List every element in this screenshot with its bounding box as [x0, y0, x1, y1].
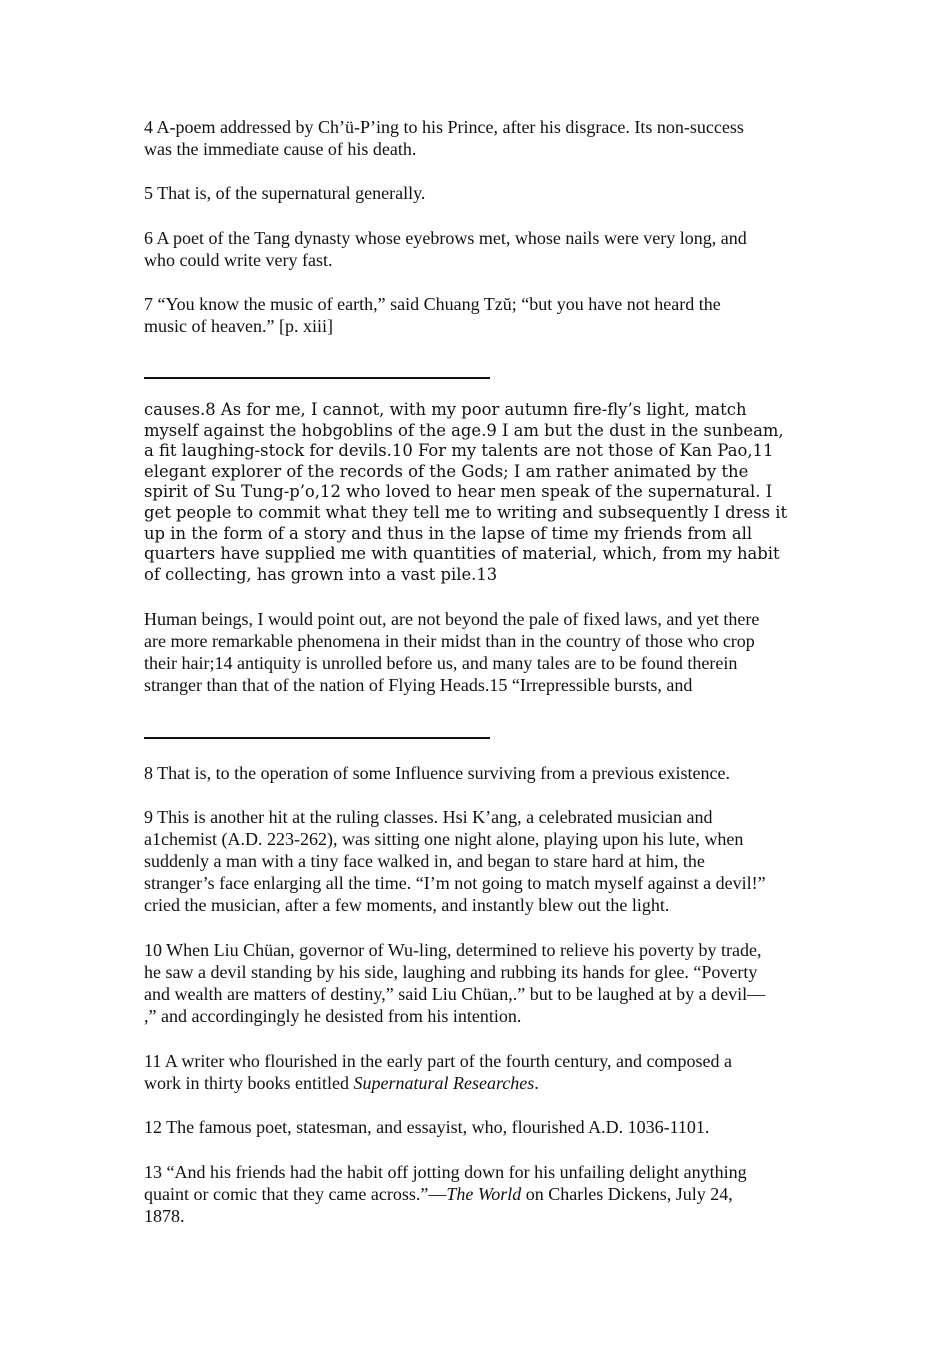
second-line-3: their hair;14 antiquity is unrolled before us, and many tales are to be found therein — [144, 653, 738, 673]
footnote-11 — [144, 1050, 824, 1094]
footnote-13-line-2: quaint or comic that they came across.”— — [144, 1184, 447, 1204]
main-line-5: spirit of Su Tung-p’o,12 who loved to hear men speak of the supernatural. I — [144, 482, 773, 502]
second-line-1: Human beings, I would point out, are not beyond the pale of fixed laws, and yet there — [144, 609, 760, 629]
footnote-4-line-1: 4 A-poem addressed by Ch’ü-P’ing to his Prince, after his disgrace. Its non-success — [144, 117, 744, 137]
footnote-13 — [144, 1161, 824, 1227]
footnote-9 — [144, 806, 824, 916]
footnote-13-source: The World — [446, 1184, 522, 1204]
footnote-separator-bottom — [144, 737, 490, 739]
footnote-9-line-4: stranger’s face enlarging all the time. “I’m not going to match myself against a devil!” — [144, 873, 766, 893]
footnote-11-line-1: 11 A writer who flourished in the early part of the fourth century, and composed a — [144, 1051, 732, 1071]
footnote-9-line-1: 9 This is another hit at the ruling classes. Hsi K’ang, a celebrated musician and — [144, 807, 713, 827]
main-line-9: of collecting, has grown into a vast pile.13 — [144, 564, 498, 584]
footnote-10-line-4: ,” and accordingingly he desisted from his intention. — [144, 1006, 522, 1026]
main-line-7: up in the form of a story and thus in the lapse of time my friends from all — [144, 523, 753, 543]
main-line-4: elegant explorer of the records of the Gods; I am rather animated by the — [144, 461, 749, 481]
main-paragraph — [144, 400, 834, 585]
second-line-4: stranger than that of the nation of Flying Heads.15 “Irrepressible bursts, and — [144, 675, 693, 695]
footnote-8-line-1: 8 That is, to the operation of some Influence surviving from a previous existence. — [144, 763, 731, 783]
footnote-6-line-1: 6 A poet of the Tang dynasty whose eyebrows met, whose nails were very long, and — [144, 228, 747, 248]
footnote-10 — [144, 939, 824, 1027]
footnote-4 — [144, 116, 824, 160]
footnote-separator-top — [144, 377, 490, 379]
footnote-11-line-2: work in thirty books entitled — [144, 1073, 354, 1093]
footnote-6 — [144, 227, 824, 271]
footnote-4-line-2: was the immediate cause of his death. — [144, 139, 417, 159]
main-line-2: myself against the hobgoblins of the age.9 I am but the dust in the sunbeam, — [144, 420, 784, 440]
footnote-13-line-1: 13 “And his friends had the habit off jotting down for his unfailing delight anything — [144, 1162, 747, 1182]
second-paragraph — [144, 608, 834, 696]
footnote-5 — [144, 182, 824, 204]
footnote-7-line-2: music of heaven.” [p. xiii] — [144, 316, 333, 336]
footnote-8 — [144, 762, 824, 784]
main-line-6: get people to commit what they tell me to writing and subsequently I dress it — [144, 502, 788, 522]
footnote-7-line-1: 7 “You know the music of earth,” said Chuang Tzŭ; “but you have not heard the — [144, 294, 721, 314]
main-line-8: quarters have supplied me with quantities of material, which, from my habit — [144, 544, 780, 564]
footnote-11-title: Supernatural Researches — [353, 1073, 535, 1093]
footnote-13-line-3: 1878. — [144, 1206, 185, 1226]
main-line-1: causes.8 As for me, I cannot, with my poor autumn fire-fly’s light, match — [144, 400, 747, 419]
footnote-9-line-3: suddenly a man with a tiny face walked in, and began to stare hard at him, the — [144, 851, 705, 871]
footnote-10-line-2: he saw a devil standing by his side, laughing and rubbing its hands for glee. “Poverty — [144, 962, 758, 982]
second-line-2: are more remarkable phenomena in their midst than in the country of those who crop — [144, 631, 755, 651]
main-line-3: a fit laughing-stock for devils.10 For my talents are not those of Kan Pao,11 — [144, 441, 774, 461]
footnote-11-period: . — [534, 1073, 539, 1093]
footnote-5-line-1: 5 That is, of the supernatural generally. — [144, 183, 426, 203]
footnote-12 — [144, 1116, 824, 1138]
footnote-9-line-2: a1chemist (A.D. 223-262), was sitting one night alone, playing upon his lute, when — [144, 829, 744, 849]
footnote-7 — [144, 293, 824, 337]
footnote-13-line-2-rest: on Charles Dickens, July 24, — [521, 1184, 733, 1204]
footnote-12-line-1: 12 The famous poet, statesman, and essayist, who, flourished A.D. 1036-1101. — [144, 1117, 710, 1137]
footnote-9-line-5: cried the musician, after a few moments, and instantly blew out the light. — [144, 895, 670, 915]
footnote-10-line-1: 10 When Liu Chüan, governor of Wu-ling, determined to relieve his poverty by trade, — [144, 940, 762, 960]
footnote-10-line-3: and wealth are matters of destiny,” said Liu Chüan,.” but to be laughed at by a devil— — [144, 984, 766, 1004]
footnote-6-line-2: who could write very fast. — [144, 250, 333, 270]
